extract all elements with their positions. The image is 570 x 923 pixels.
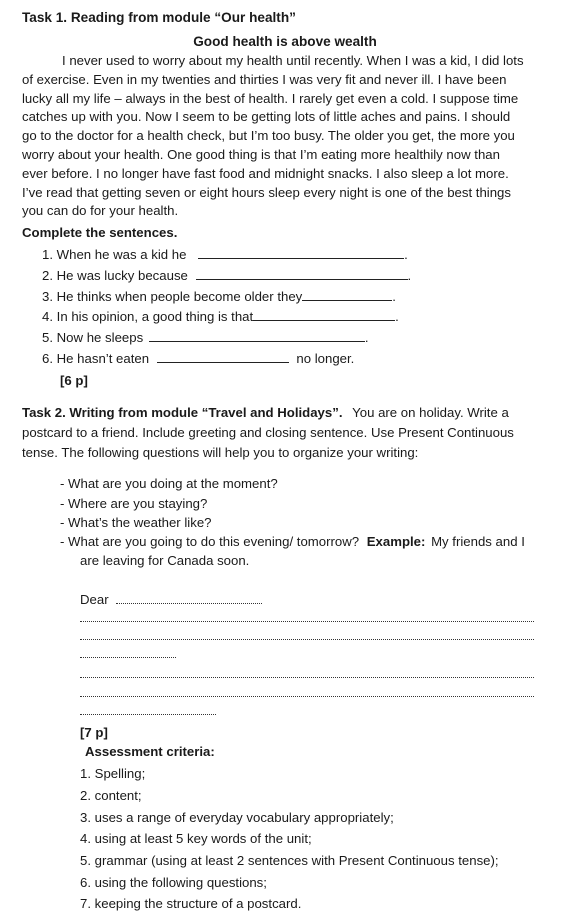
criteria-item: 4. using at least 5 key words of the unit; <box>80 831 312 846</box>
answer-blank[interactable] <box>302 289 392 301</box>
paragraph-line: go to the doctor for a health check, but I’m too busy. The older you get, the more you <box>22 128 515 144</box>
criteria-item: 5. grammar (using at least 2 sentences with Present Continuous tense); <box>80 853 499 868</box>
sentence-end: . <box>407 268 412 283</box>
task1-heading: Task 1. Reading from module “Our health” <box>22 10 296 25</box>
guide-question: - Where are you staying? <box>60 496 208 511</box>
sentence-text: 6. He hasn’t eaten <box>42 351 150 366</box>
sentence-text: 1. When he was a kid he <box>42 247 187 262</box>
paragraph-line: catches up with you. Now I seem to be getting lots of little aches and pains. I should <box>22 109 511 125</box>
paragraph-line: of exercise. Even in my twenties and thirties I was very fit and never ill. I have been <box>22 71 507 87</box>
sentence-end: . <box>395 309 399 324</box>
sentence-end: no longer. <box>296 351 355 366</box>
task2-points: [7 p] <box>80 725 108 740</box>
guide-question: - What are you doing at the moment? <box>60 476 278 491</box>
paragraph-line: you can do for your health. <box>22 203 179 219</box>
task2-intro-line-3: tense. The following questions will help you to organize your writing: <box>22 445 419 460</box>
paragraph-line: ever before. I no longer have fast food and midnight snacks. I also sleep a lot more. <box>22 165 509 181</box>
task1-points: [6 p] <box>60 373 88 388</box>
paragraph-line: lucky all my life – always in the best of health. I rarely get even a cold. I suppose time <box>22 90 519 106</box>
answer-blank[interactable] <box>149 330 365 342</box>
sentence-4 <box>42 309 399 324</box>
sentence-2 <box>42 268 411 283</box>
guide-question: - What are you going to do this evening/ tomorrow? <box>60 534 360 549</box>
sentence-5 <box>42 330 369 345</box>
example-text: My friends and I <box>431 534 525 549</box>
assessment-criteria-heading: Assessment criteria: <box>85 744 215 759</box>
criteria-item: 2. content; <box>80 788 142 803</box>
criteria-item: 7. keeping the structure of a postcard. <box>80 896 302 911</box>
guide-question-example-line <box>60 534 525 549</box>
complete-sentences-heading: Complete the sentences. <box>22 225 178 240</box>
criteria-item: 1. Spelling; <box>80 766 146 781</box>
example-text-cont: are leaving for Canada soon. <box>80 553 250 568</box>
sentence-1 <box>42 247 408 262</box>
answer-blank[interactable] <box>196 268 408 280</box>
paragraph-line: I never used to worry about my health until recently. When I was a kid, I did lots <box>62 53 524 68</box>
writing-line[interactable] <box>80 621 534 622</box>
answer-blank[interactable] <box>253 309 395 321</box>
sentence-text: 3. He thinks when people become older they <box>42 289 303 304</box>
task2-intro-line-2: postcard to a friend. Include greeting and closing sentence. Use Present Continuous <box>22 425 514 440</box>
task2-intro-line-1 <box>22 405 509 420</box>
sentence-text: 2. He was lucky because <box>42 268 188 283</box>
sentence-3 <box>42 289 396 304</box>
sentence-text: 4. In his opinion, a good thing is that <box>42 309 254 324</box>
recipient-blank[interactable] <box>116 592 262 604</box>
sentence-end: . <box>392 289 396 304</box>
task2-intro-text: You are on holiday. Write a <box>352 405 509 420</box>
answer-blank[interactable] <box>198 247 404 259</box>
dear-line <box>80 592 262 607</box>
criteria-item: 6. using the following questions; <box>80 875 267 890</box>
writing-line[interactable] <box>80 677 534 678</box>
example-label: Example: <box>366 534 426 549</box>
answer-blank[interactable] <box>157 351 289 363</box>
task2-heading: Task 2. Writing from module “Travel and Holidays”. <box>22 405 343 420</box>
reading-paragraph <box>22 52 552 221</box>
sentence-end: . <box>364 330 369 345</box>
writing-line[interactable] <box>80 639 534 640</box>
sentence-6 <box>42 351 354 366</box>
paragraph-line: I’ve read that getting seven or eight hours sleep every night is one of the best things <box>22 184 511 200</box>
writing-line[interactable] <box>80 696 534 697</box>
writing-line[interactable] <box>80 714 216 715</box>
criteria-item: 3. uses a range of everyday vocabulary appropriately; <box>80 810 394 825</box>
sentence-text: 5. Now he sleeps <box>42 330 144 345</box>
paragraph-line: worry about your health. One good thing is that I’m eating more healthily now than <box>22 146 500 162</box>
reading-title: Good health is above wealth <box>193 34 377 49</box>
writing-line[interactable] <box>80 657 176 658</box>
dear-label: Dear <box>80 592 109 607</box>
sentence-end: . <box>404 247 408 262</box>
guide-question: - What’s the weather like? <box>60 515 212 530</box>
